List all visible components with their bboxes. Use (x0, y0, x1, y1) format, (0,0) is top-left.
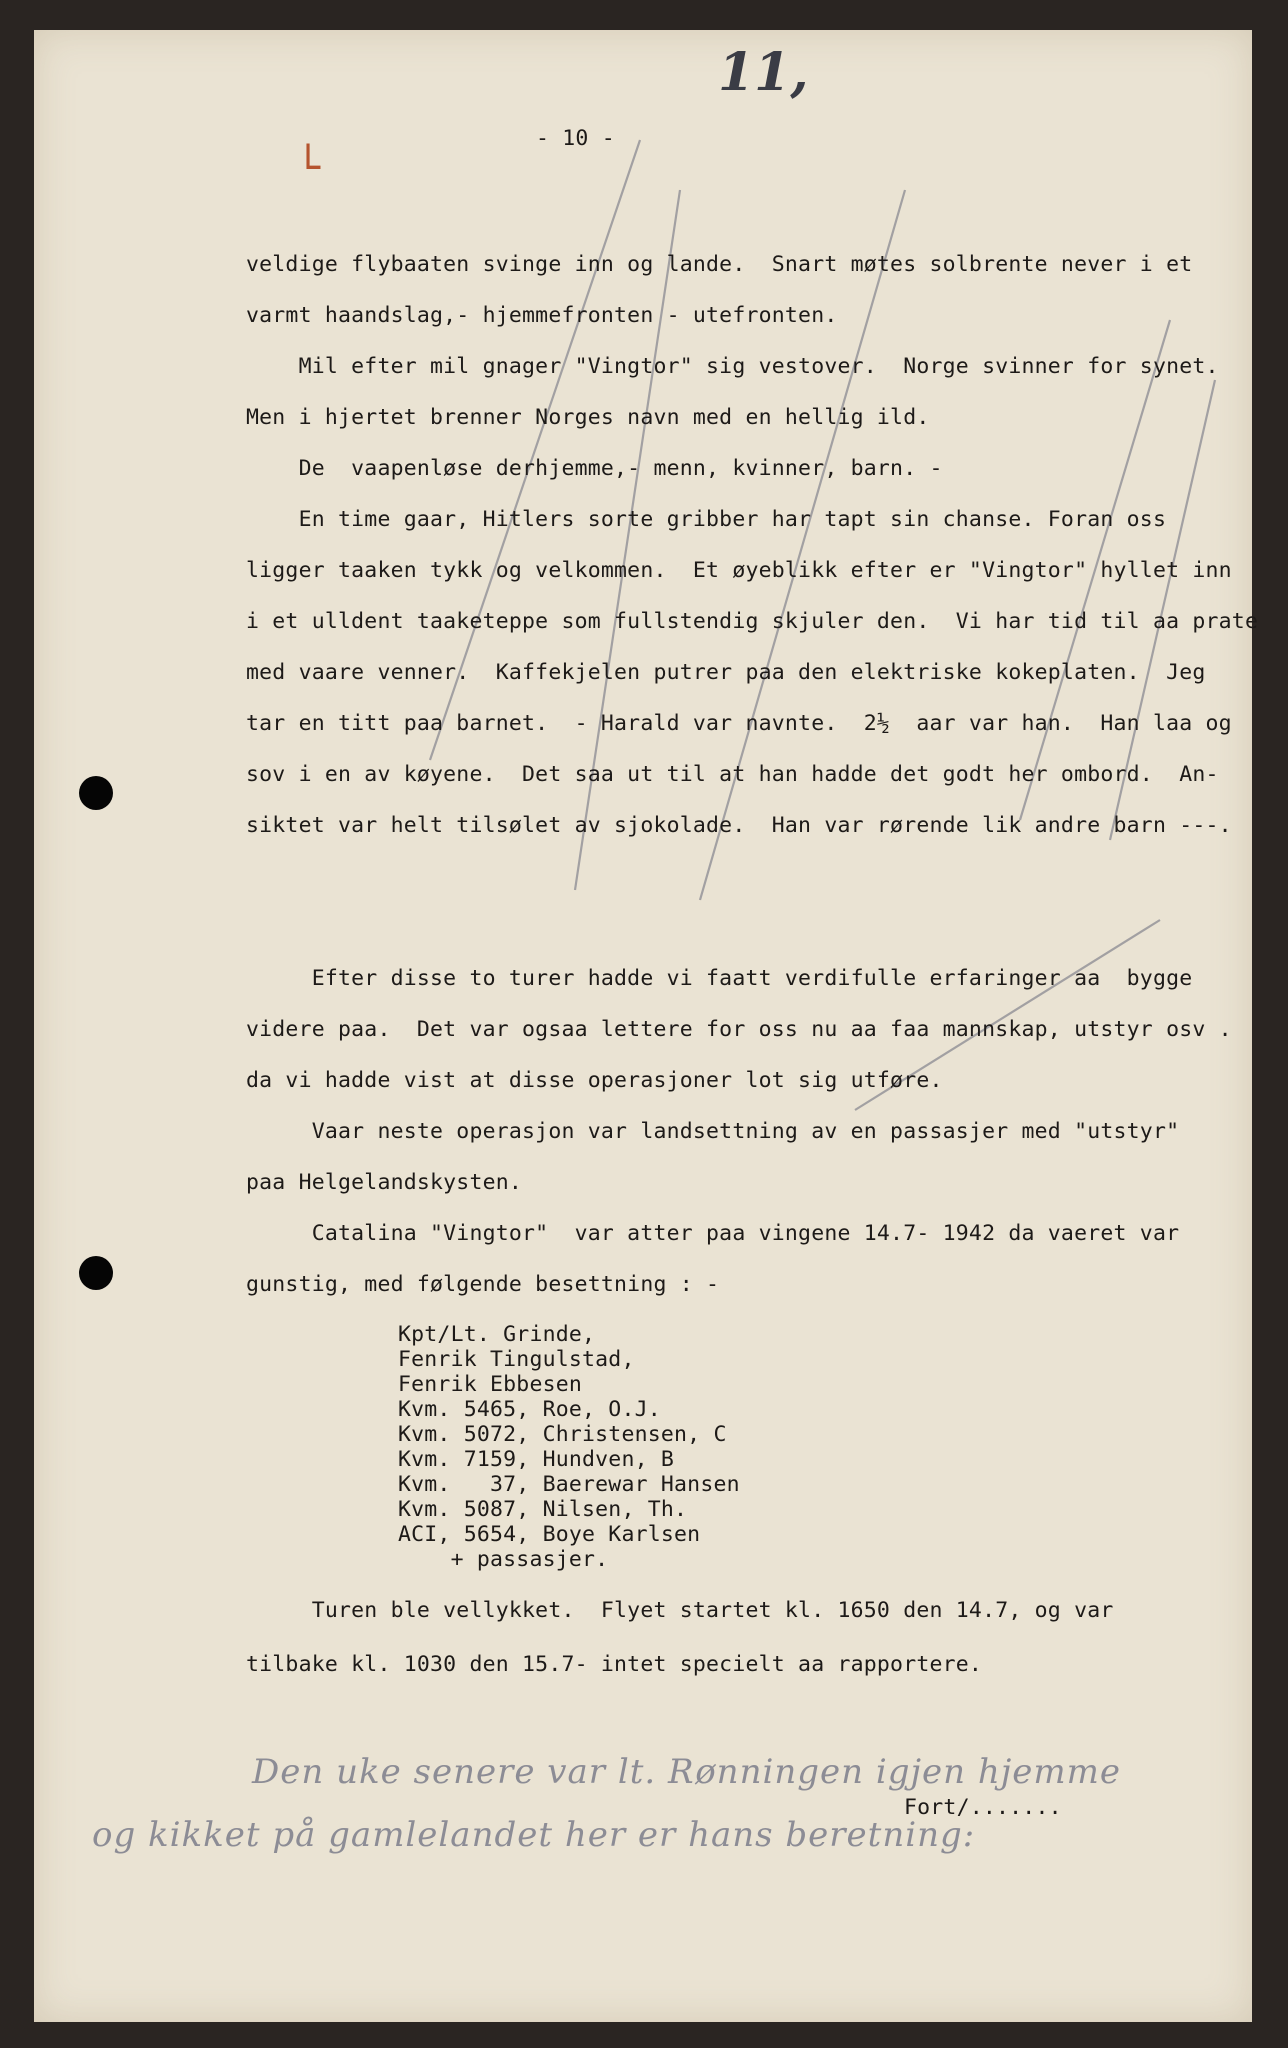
crew-entry: Fenrik Tingulstad, (398, 1347, 635, 1372)
text-line: tar en titt paa barnet. - Harald var navnte. 2½ aar var han. Han laa og (246, 711, 1232, 736)
crew-entry: + passasjer. (398, 1547, 609, 1572)
text-line: En time gaar, Hitlers sorte gribber har tapt sin chanse. Foran oss (246, 507, 1167, 532)
text-line: Catalina "Vingtor" var atter paa vingene 14.7- 1942 da vaeret var (246, 1221, 1180, 1246)
text-line: varmt haandslag,- hjemmefronten - utefronten. (246, 303, 838, 328)
text-line: De vaapenløse derhjemme,- menn, kvinner, barn. - (246, 456, 943, 481)
continuation-marker: Fort/....... (904, 1795, 1062, 1820)
text-line: siktet var helt tilsølet av sjokolade. Han var rørende lik andre barn ---. (246, 813, 1232, 838)
text-line: Men i hjertet brenner Norges navn med en hellig ild. (246, 405, 930, 430)
text-line: paa Helgelandskysten. (246, 1170, 523, 1195)
crew-entry: Kvm. 7159, Hundven, B (398, 1447, 675, 1472)
text-line: videre paa. Det var ogsaa lettere for oss nu aa faa mannskap, utstyr osv . (246, 1017, 1232, 1042)
text-line: tilbake kl. 1030 den 15.7- intet specielt aa rapportere. (246, 1652, 983, 1677)
text-line: sov i en av køyene. Det saa ut til at han hadde det godt her ombord. An- (246, 762, 1219, 787)
crew-entry: Kvm. 5087, Nilsen, Th. (398, 1497, 688, 1522)
text-line: i et ulldent taaketeppe som fullstendig skjuler den. Vi har tid til aa prate (246, 609, 1259, 634)
typed-page-number: - 10 - (536, 126, 615, 151)
text-line: ligger taaken tykk og velkommen. Et øyeblikk efter er "Vingtor" hyllet inn (246, 558, 1232, 583)
text-line: med vaare venner. Kaffekjelen putrer paa den elektriske kokeplaten. Jeg (246, 660, 1206, 685)
margin-mark: └ (296, 145, 321, 191)
text-line: Efter disse to turer hadde vi faatt verdifulle erfaringer aa bygge (246, 966, 1193, 991)
pencil-note-line: Den uke senere var lt. Rønningen igjen hjemme (252, 1752, 1122, 1792)
text-line: da vi hadde vist at disse operasjoner lot sig utføre. (246, 1068, 943, 1093)
text-line: Vaar neste operasjon var landsettning av en passasjer med "utstyr" (246, 1119, 1180, 1144)
crew-entry: ACI, 5654, Boye Karlsen (398, 1522, 701, 1547)
text-line: Turen ble vellykket. Flyet startet kl. 1650 den 14.7, og var (246, 1598, 1114, 1623)
text-line: veldige flybaaten svinge inn og lande. Snart møtes solbrente never i et (246, 252, 1193, 277)
text-line: gunstig, med følgende besettning : - (246, 1272, 720, 1297)
crew-entry: Fenrik Ebbesen (398, 1372, 583, 1397)
pencil-note-line: og kikket på gamlelandet her er hans beretning: (92, 1815, 976, 1855)
crew-entry: Kvm. 5072, Christensen, C (398, 1422, 727, 1447)
crew-entry: Kvm. 37, Baerewar Hansen (398, 1472, 740, 1497)
crew-entry: Kvm. 5465, Roe, O.J. (398, 1397, 661, 1422)
handwritten-page-number: 11, (718, 42, 809, 103)
text-line: Mil efter mil gnager "Vingtor" sig vestover. Norge svinner for synet. (246, 354, 1219, 379)
crew-entry: Kpt/Lt. Grinde, (398, 1322, 596, 1347)
